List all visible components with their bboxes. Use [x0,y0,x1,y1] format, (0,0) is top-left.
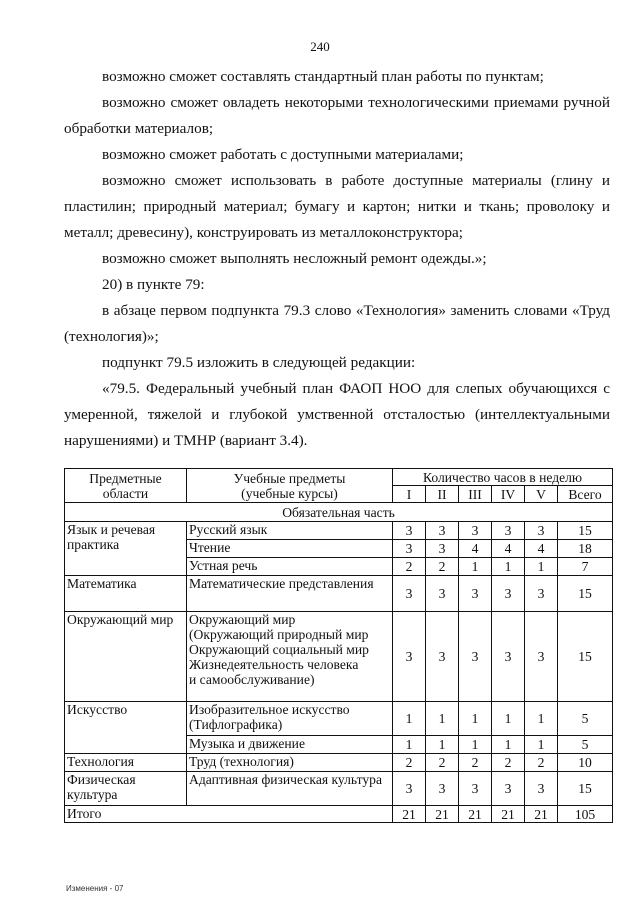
paragraph: возможно сможет овладеть некоторыми технологическими приемами ручной обработки материалов; [64,94,610,137]
subject-cell: Устная речь [187,558,393,576]
hours-cell: 1 [426,702,459,736]
area-cell: Математика [65,576,187,612]
subject-cell: Музыка и движение [187,736,393,754]
section-title: Обязательная часть [65,503,613,522]
paragraph: возможно сможет использовать в работе доступные материалы (глину и пластилин; природный материал; бумагу и картон; нитки и ткань; проволоку и металл; древесину), конструировать из металлоконструктора; [64,172,610,241]
subject-cell: Адаптивная физическая культура [187,772,393,806]
hours-cell: 2 [492,754,525,772]
hours-cell: 3 [393,576,426,612]
subject-cell: Математические представления [187,576,393,612]
total-label: Итого [65,806,393,823]
hours-cell: 21 [525,806,558,823]
area-cell: Физическая культура [65,772,187,806]
area-cell: Искусство [65,702,187,754]
total-cell: 15 [558,576,613,612]
hours-cell: 2 [459,754,492,772]
total-cell: 15 [558,772,613,806]
subject-cell: Русский язык [187,522,393,540]
hours-cell: 3 [426,612,459,702]
hours-cell: 1 [525,702,558,736]
header-grade: II [426,486,459,503]
hours-cell: 1 [393,736,426,754]
subject-cell: Чтение [187,540,393,558]
hours-cell: 3 [525,522,558,540]
hours-cell: 3 [459,612,492,702]
total-cell: 10 [558,754,613,772]
paragraph: возможно сможет работать с доступными материалами; [102,146,464,163]
document-body [64,64,610,454]
hours-cell: 1 [525,736,558,754]
subject-line: и самообслуживание) [189,672,315,687]
total-cell: 5 [558,702,613,736]
section-row [65,503,613,522]
hours-cell: 3 [525,576,558,612]
header-subjects-line: Учебные предметы [233,470,346,486]
hours-cell: 3 [459,772,492,806]
hours-cell: 1 [492,736,525,754]
hours-cell: 2 [426,754,459,772]
table-row [65,754,613,772]
hours-cell: 1 [459,702,492,736]
subject-line: Жизнедеятельность человека [189,657,359,672]
hours-cell: 3 [492,576,525,612]
total-cell: 15 [558,612,613,702]
header-areas [65,469,187,503]
area-cell: Язык и речевая практика [65,522,187,576]
hours-cell: 2 [426,558,459,576]
hours-cell: 3 [426,540,459,558]
total-cell: 5 [558,736,613,754]
header-areas-line: области [102,485,149,501]
hours-cell: 1 [492,702,525,736]
hours-cell: 21 [426,806,459,823]
hours-cell: 21 [492,806,525,823]
paragraph: подпункт 79.5 изложить в следующей редакции: [102,354,416,371]
area-cell: Технология [65,754,187,772]
total-row [65,806,613,823]
paragraph: возможно сможет выполнять несложный ремонт одежды.»; [102,250,487,267]
hours-cell: 3 [492,522,525,540]
paragraph: «79.5. Федеральный учебный план ФАОП НОО для слепых обучающихся с умеренной, тяжелой и глубокой умственной отсталостью (интеллектуальными нарушениями) и ТМНР (вариант 3.4). [64,380,610,449]
hours-cell: 1 [525,558,558,576]
hours-cell: 3 [426,772,459,806]
hours-cell: 21 [459,806,492,823]
subject-cell [187,702,393,736]
total-cell: 18 [558,540,613,558]
subject-line: Изобразительное искусство [189,702,350,717]
header-areas-line: Предметные [89,470,162,486]
total-cell: 15 [558,522,613,540]
paragraph: в абзаце первом подпункта 79.3 слово «Технология» заменить словами «Труд (технология)»; [64,302,610,345]
hours-cell: 4 [525,540,558,558]
header-subjects [187,469,393,503]
paragraph: возможно сможет составлять стандартный план работы по пунктам; [102,68,544,85]
footer-note: Изменения - 07 [66,884,124,893]
hours-cell: 1 [492,558,525,576]
subject-line: Окружающий социальный мир [189,642,369,657]
table-row [65,522,613,540]
hours-cell: 3 [393,540,426,558]
table-row [65,576,613,612]
table-row [65,702,613,736]
hours-cell: 3 [492,612,525,702]
subject-cell [187,612,393,702]
hours-cell: 1 [426,736,459,754]
header-total: Всего [558,486,613,503]
hours-cell: 1 [459,558,492,576]
header-subjects-line: (учебные курсы) [241,485,338,501]
table-header-row [65,469,613,486]
hours-cell: 2 [525,754,558,772]
hours-cell: 4 [459,540,492,558]
table-row [65,612,613,702]
hours-cell: 3 [393,612,426,702]
hours-cell: 3 [393,522,426,540]
hours-cell: 2 [393,558,426,576]
header-grade: V [525,486,558,503]
hours-cell: 3 [426,576,459,612]
hours-cell: 3 [393,772,426,806]
hours-cell: 3 [525,772,558,806]
table-row [65,772,613,806]
header-grade: IV [492,486,525,503]
hours-cell: 3 [492,772,525,806]
subject-cell: Труд (технология) [187,754,393,772]
hours-cell: 3 [426,522,459,540]
hours-cell: 2 [393,754,426,772]
header-hours: Количество часов в неделю [393,469,613,486]
subject-line: (Тифлографика) [189,717,283,732]
total-cell: 7 [558,558,613,576]
header-grade: I [393,486,426,503]
subject-line: Окружающий мир [189,612,296,627]
hours-cell: 1 [459,736,492,754]
hours-cell: 3 [525,612,558,702]
page-number: 240 [310,39,330,54]
hours-cell: 3 [459,522,492,540]
area-cell: Окружающий мир [65,612,187,702]
hours-cell: 4 [492,540,525,558]
total-cell: 105 [558,806,613,823]
paragraph: 20) в пункте 79: [102,276,205,293]
hours-cell: 21 [393,806,426,823]
curriculum-table [64,468,613,823]
subject-line: (Окружающий природный мир [189,627,369,642]
header-grade: III [459,486,492,503]
hours-cell: 3 [459,576,492,612]
hours-cell: 1 [393,702,426,736]
